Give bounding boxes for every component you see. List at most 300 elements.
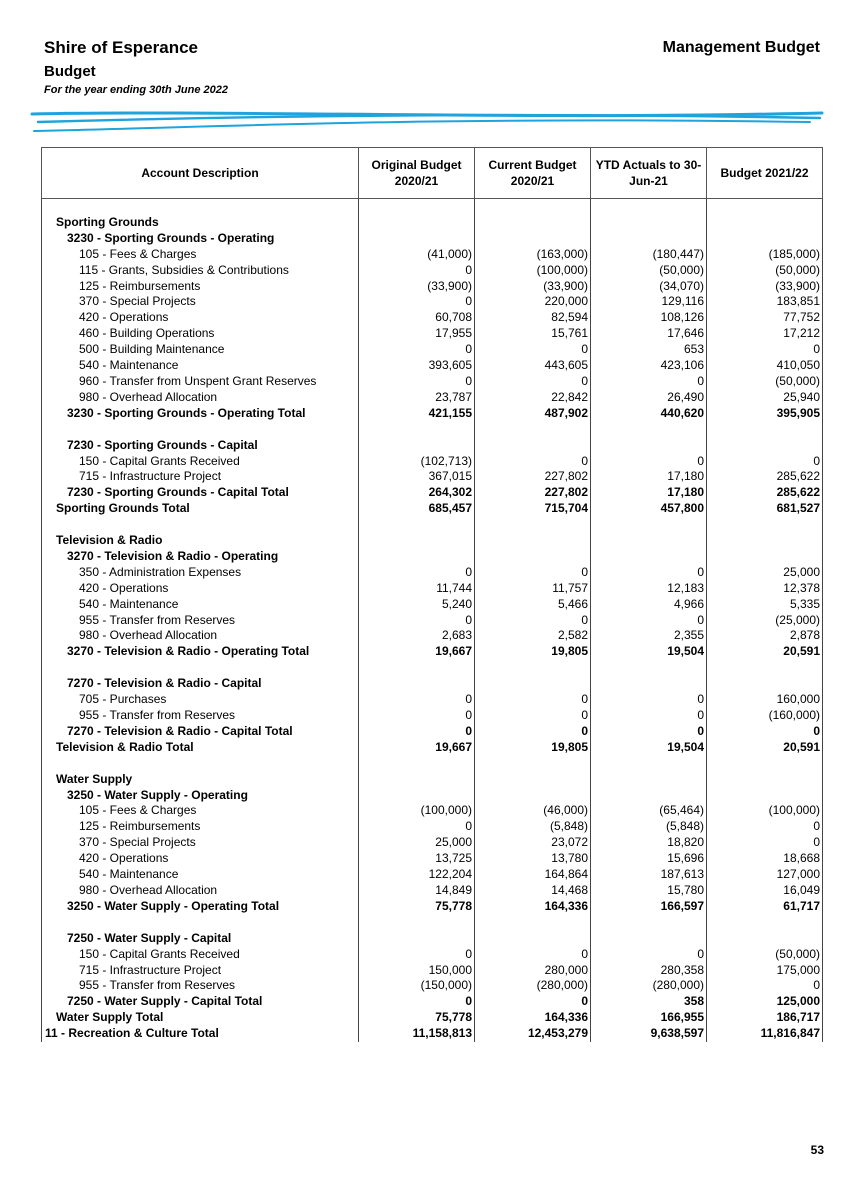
cell-ytd-actuals: 0: [591, 613, 707, 629]
cell-description: [42, 788, 359, 804]
col-header-original-budget: Original Budget 2020/21: [359, 148, 475, 199]
table-row: [42, 947, 823, 963]
col-header-ytd-actuals: YTD Actuals to 30-Jun-21: [591, 148, 707, 199]
cell-description: [42, 1010, 359, 1026]
cell-ytd-actuals: (180,447): [591, 247, 707, 263]
cell-current-budget: 82,594: [475, 310, 591, 326]
cell-budget-2021-22: 0: [707, 978, 823, 994]
cell-budget-2021-22: (33,900): [707, 279, 823, 295]
cell-current-budget: (5,848): [475, 819, 591, 835]
cell-original-budget: 11,158,813: [359, 1026, 475, 1042]
cell-current-budget: 715,704: [475, 501, 591, 517]
cell-original-budget: [359, 199, 475, 215]
table-row: [42, 994, 823, 1010]
cell-ytd-actuals: 12,183: [591, 581, 707, 597]
cell-original-budget: 19,667: [359, 740, 475, 756]
cell-current-budget: 487,902: [475, 406, 591, 422]
row-label: 3230 - Sporting Grounds - Operating: [67, 230, 275, 245]
cell-budget-2021-22: (100,000): [707, 803, 823, 819]
cell-original-budget: (33,900): [359, 279, 475, 295]
table-row: [42, 613, 823, 629]
cell-description: [42, 326, 359, 342]
cell-current-budget: [475, 231, 591, 247]
cell-original-budget: 2,683: [359, 628, 475, 644]
col-header-budget-2021-22: Budget 2021/22: [707, 148, 823, 199]
table-row: [42, 358, 823, 374]
row-label: 150 - Capital Grants Received: [79, 453, 240, 468]
cell-budget-2021-22: (160,000): [707, 708, 823, 724]
cell-current-budget: 19,805: [475, 740, 591, 756]
cell-description: [42, 533, 359, 549]
cell-ytd-actuals: [591, 660, 707, 676]
cell-description: [42, 931, 359, 947]
cell-description: [42, 406, 359, 422]
cell-ytd-actuals: 129,116: [591, 294, 707, 310]
cell-budget-2021-22: 17,212: [707, 326, 823, 342]
cell-original-budget: (100,000): [359, 803, 475, 819]
row-label: Television & Radio: [56, 533, 163, 548]
cell-current-budget: 12,453,279: [475, 1026, 591, 1042]
table-row: [42, 803, 823, 819]
table-row: [42, 708, 823, 724]
cell-current-budget: 0: [475, 708, 591, 724]
cell-current-budget: 0: [475, 342, 591, 358]
cell-current-budget: 164,336: [475, 1010, 591, 1026]
cell-budget-2021-22: [707, 422, 823, 438]
table-row: [42, 374, 823, 390]
cell-budget-2021-22: [707, 772, 823, 788]
cell-current-budget: [475, 756, 591, 772]
cell-original-budget: 0: [359, 342, 475, 358]
cell-ytd-actuals: 166,597: [591, 899, 707, 915]
cell-current-budget: [475, 422, 591, 438]
table-row: [42, 597, 823, 613]
row-label: 980 - Overhead Allocation: [79, 389, 218, 404]
table-row: [42, 772, 823, 788]
cell-original-budget: 421,155: [359, 406, 475, 422]
table-row: [42, 438, 823, 454]
cell-ytd-actuals: 166,955: [591, 1010, 707, 1026]
cell-ytd-actuals: 457,800: [591, 501, 707, 517]
cell-ytd-actuals: 653: [591, 342, 707, 358]
cell-description: [42, 692, 359, 708]
cell-budget-2021-22: 160,000: [707, 692, 823, 708]
cell-original-budget: [359, 231, 475, 247]
cell-original-budget: [359, 788, 475, 804]
cell-budget-2021-22: [707, 549, 823, 565]
row-label: [42, 422, 56, 436]
cell-budget-2021-22: (50,000): [707, 947, 823, 963]
table-row: [42, 263, 823, 279]
cell-ytd-actuals: 0: [591, 724, 707, 740]
cell-current-budget: [475, 772, 591, 788]
cell-original-budget: 13,725: [359, 851, 475, 867]
cell-budget-2021-22: 0: [707, 819, 823, 835]
cell-description: [42, 549, 359, 565]
row-label: 980 - Overhead Allocation: [79, 628, 218, 643]
cell-original-budget: 264,302: [359, 485, 475, 501]
cell-current-budget: [475, 199, 591, 215]
cell-ytd-actuals: 17,646: [591, 326, 707, 342]
cell-description: [42, 756, 359, 772]
cell-budget-2021-22: [707, 660, 823, 676]
cell-original-budget: 0: [359, 263, 475, 279]
cell-current-budget: [475, 215, 591, 231]
cell-ytd-actuals: 0: [591, 947, 707, 963]
cell-ytd-actuals: 0: [591, 565, 707, 581]
cell-original-budget: 5,240: [359, 597, 475, 613]
cell-description: [42, 724, 359, 740]
row-label: 3270 - Television & Radio - Operating: [67, 548, 279, 563]
cell-ytd-actuals: (280,000): [591, 978, 707, 994]
table-row: [42, 899, 823, 915]
cell-current-budget: 22,842: [475, 390, 591, 406]
budget-table: [41, 147, 823, 1042]
cell-description: [42, 772, 359, 788]
cell-budget-2021-22: [707, 517, 823, 533]
cell-original-budget: 0: [359, 294, 475, 310]
cell-description: [42, 1026, 359, 1042]
cell-ytd-actuals: (34,070): [591, 279, 707, 295]
cell-description: [42, 994, 359, 1010]
cell-original-budget: 0: [359, 724, 475, 740]
cell-current-budget: 0: [475, 374, 591, 390]
col-header-account: Account Description: [42, 148, 359, 199]
cell-current-budget: 0: [475, 565, 591, 581]
cell-original-budget: 150,000: [359, 963, 475, 979]
row-label: 7230 - Sporting Grounds - Capital: [67, 437, 258, 452]
cell-current-budget: [475, 660, 591, 676]
cell-current-budget: 227,802: [475, 485, 591, 501]
budget-table-wrapper: [41, 147, 823, 1042]
cell-description: [42, 819, 359, 835]
cell-current-budget: [475, 517, 591, 533]
cell-original-budget: 60,708: [359, 310, 475, 326]
cell-current-budget: 5,466: [475, 597, 591, 613]
table-row: [42, 390, 823, 406]
cell-original-budget: 685,457: [359, 501, 475, 517]
cell-budget-2021-22: 12,378: [707, 581, 823, 597]
col-header-current-budget: Current Budget 2020/21: [475, 148, 591, 199]
cell-original-budget: [359, 676, 475, 692]
cell-description: [42, 899, 359, 915]
row-label: Sporting Grounds: [56, 214, 159, 229]
cell-description: [42, 485, 359, 501]
cell-original-budget: 0: [359, 947, 475, 963]
cell-ytd-actuals: 15,780: [591, 883, 707, 899]
cell-ytd-actuals: 440,620: [591, 406, 707, 422]
cell-current-budget: 0: [475, 947, 591, 963]
cell-ytd-actuals: [591, 533, 707, 549]
table-row: [42, 406, 823, 422]
cell-original-budget: 14,849: [359, 883, 475, 899]
cell-ytd-actuals: [591, 231, 707, 247]
cell-description: [42, 294, 359, 310]
row-label: 955 - Transfer from Reserves: [79, 612, 236, 627]
cell-budget-2021-22: [707, 756, 823, 772]
row-label: [42, 660, 56, 674]
cell-ytd-actuals: [591, 676, 707, 692]
cell-original-budget: 17,955: [359, 326, 475, 342]
cell-original-budget: 0: [359, 692, 475, 708]
cell-description: [42, 597, 359, 613]
cell-original-budget: 367,015: [359, 469, 475, 485]
row-label: Sporting Grounds Total: [56, 501, 190, 516]
cell-description: [42, 978, 359, 994]
table-header-row: [42, 148, 823, 199]
cell-original-budget: 11,744: [359, 581, 475, 597]
cell-current-budget: 280,000: [475, 963, 591, 979]
table-row: [42, 215, 823, 231]
cell-ytd-actuals: 26,490: [591, 390, 707, 406]
cell-original-budget: 75,778: [359, 1010, 475, 1026]
cell-budget-2021-22: 25,940: [707, 390, 823, 406]
cell-budget-2021-22: 0: [707, 454, 823, 470]
cell-budget-2021-22: 25,000: [707, 565, 823, 581]
cell-budget-2021-22: 5,335: [707, 597, 823, 613]
document-type: Management Budget: [662, 39, 820, 56]
cell-ytd-actuals: 187,613: [591, 867, 707, 883]
cell-current-budget: 13,780: [475, 851, 591, 867]
cell-description: [42, 215, 359, 231]
table-row: [42, 676, 823, 692]
cell-description: [42, 803, 359, 819]
cell-budget-2021-22: 20,591: [707, 740, 823, 756]
row-label: 7270 - Television & Radio - Capital: [67, 676, 262, 691]
row-label: [42, 517, 56, 531]
table-row: [42, 835, 823, 851]
cell-original-budget: [359, 533, 475, 549]
cell-description: [42, 851, 359, 867]
cell-ytd-actuals: [591, 517, 707, 533]
spacer-row: [42, 660, 823, 676]
table-row: [42, 294, 823, 310]
cell-original-budget: 23,787: [359, 390, 475, 406]
spacer-row: [42, 422, 823, 438]
cell-description: [42, 581, 359, 597]
cell-budget-2021-22: 681,527: [707, 501, 823, 517]
table-row: [42, 644, 823, 660]
cell-current-budget: 0: [475, 994, 591, 1010]
page-number: 53: [810, 1143, 824, 1157]
table-row: [42, 326, 823, 342]
cell-ytd-actuals: (5,848): [591, 819, 707, 835]
cell-budget-2021-22: [707, 199, 823, 215]
cell-current-budget: 19,805: [475, 644, 591, 660]
cell-description: [42, 915, 359, 931]
cell-original-budget: 0: [359, 374, 475, 390]
table-row: [42, 628, 823, 644]
cell-budget-2021-22: (50,000): [707, 374, 823, 390]
cell-description: [42, 867, 359, 883]
table-row: [42, 978, 823, 994]
cell-original-budget: [359, 756, 475, 772]
row-label: 420 - Operations: [79, 580, 169, 595]
cell-description: [42, 374, 359, 390]
cell-budget-2021-22: 2,878: [707, 628, 823, 644]
table-row: [42, 310, 823, 326]
cell-description: [42, 199, 359, 215]
cell-description: [42, 342, 359, 358]
cell-budget-2021-22: [707, 915, 823, 931]
cell-original-budget: 25,000: [359, 835, 475, 851]
cell-description: [42, 454, 359, 470]
cell-ytd-actuals: [591, 549, 707, 565]
table-row: [42, 533, 823, 549]
row-label: 125 - Reimbursements: [79, 278, 201, 293]
cell-description: [42, 565, 359, 581]
row-label: 370 - Special Projects: [79, 835, 196, 850]
row-label: 960 - Transfer from Unspent Grant Reserves: [79, 373, 317, 388]
cell-budget-2021-22: 285,622: [707, 469, 823, 485]
row-label: [42, 756, 56, 770]
row-label: 460 - Building Operations: [79, 326, 215, 341]
cell-ytd-actuals: (65,464): [591, 803, 707, 819]
row-label: 7250 - Water Supply - Capital Total: [67, 994, 263, 1009]
cell-description: [42, 358, 359, 374]
row-label: 3230 - Sporting Grounds - Operating Total: [67, 405, 306, 420]
cell-original-budget: 0: [359, 613, 475, 629]
row-label: [42, 915, 56, 929]
cell-current-budget: 23,072: [475, 835, 591, 851]
cell-budget-2021-22: 285,622: [707, 485, 823, 501]
row-label: 115 - Grants, Subsidies & Contributions: [79, 262, 289, 277]
cell-budget-2021-22: [707, 931, 823, 947]
cell-budget-2021-22: 0: [707, 835, 823, 851]
table-row: [42, 469, 823, 485]
cell-ytd-actuals: 18,820: [591, 835, 707, 851]
row-label: 540 - Maintenance: [79, 358, 179, 373]
cell-description: [42, 310, 359, 326]
row-label: 11 - Recreation & Culture Total: [45, 1026, 219, 1041]
row-label: 500 - Building Maintenance: [79, 342, 225, 357]
table-row: [42, 931, 823, 947]
cell-budget-2021-22: 18,668: [707, 851, 823, 867]
cell-description: [42, 708, 359, 724]
cell-ytd-actuals: 9,638,597: [591, 1026, 707, 1042]
row-label: 350 - Administration Expenses: [79, 564, 242, 579]
cell-current-budget: (46,000): [475, 803, 591, 819]
cell-original-budget: [359, 215, 475, 231]
row-label: 420 - Operations: [79, 851, 169, 866]
cell-budget-2021-22: 77,752: [707, 310, 823, 326]
table-row: [42, 740, 823, 756]
cell-original-budget: [359, 517, 475, 533]
row-label: 7270 - Television & Radio - Capital Total: [67, 723, 293, 738]
spacer-row: [42, 915, 823, 931]
table-row: [42, 883, 823, 899]
spacer-row: [42, 517, 823, 533]
cell-original-budget: 0: [359, 565, 475, 581]
cell-ytd-actuals: 358: [591, 994, 707, 1010]
cell-ytd-actuals: [591, 788, 707, 804]
cell-ytd-actuals: [591, 931, 707, 947]
table-row: [42, 501, 823, 517]
cell-budget-2021-22: 0: [707, 724, 823, 740]
cell-ytd-actuals: 4,966: [591, 597, 707, 613]
cell-ytd-actuals: [591, 756, 707, 772]
cell-budget-2021-22: 0: [707, 342, 823, 358]
row-label: 3250 - Water Supply - Operating Total: [67, 898, 280, 913]
row-label: 125 - Reimbursements: [79, 819, 201, 834]
table-row: [42, 485, 823, 501]
cell-current-budget: 220,000: [475, 294, 591, 310]
report-period: For the year ending 30th June 2022: [44, 84, 229, 96]
row-label: 105 - Fees & Charges: [79, 246, 197, 261]
cell-current-budget: 443,605: [475, 358, 591, 374]
cell-budget-2021-22: 125,000: [707, 994, 823, 1010]
cell-ytd-actuals: 19,504: [591, 644, 707, 660]
cell-ytd-actuals: 280,358: [591, 963, 707, 979]
cell-description: [42, 676, 359, 692]
cell-ytd-actuals: (50,000): [591, 263, 707, 279]
cell-current-budget: 0: [475, 724, 591, 740]
cell-description: [42, 247, 359, 263]
table-row: [42, 867, 823, 883]
cell-budget-2021-22: 11,816,847: [707, 1026, 823, 1042]
cell-ytd-actuals: 0: [591, 708, 707, 724]
row-label: Television & Radio Total: [56, 739, 194, 754]
table-row: [42, 851, 823, 867]
table-row: [42, 963, 823, 979]
row-label: 420 - Operations: [79, 310, 169, 325]
table-row: [42, 581, 823, 597]
row-label: 705 - Purchases: [79, 692, 167, 707]
brand-swoosh-icon: [30, 108, 825, 138]
cell-original-budget: [359, 772, 475, 788]
row-label: 7230 - Sporting Grounds - Capital Total: [67, 485, 289, 500]
cell-ytd-actuals: [591, 772, 707, 788]
cell-budget-2021-22: 410,050: [707, 358, 823, 374]
table-row: [42, 247, 823, 263]
table-row: [42, 692, 823, 708]
org-name: Shire of Esperance: [44, 38, 199, 57]
cell-ytd-actuals: [591, 422, 707, 438]
cell-ytd-actuals: 19,504: [591, 740, 707, 756]
report-subtitle: Budget: [44, 63, 96, 80]
cell-current-budget: 227,802: [475, 469, 591, 485]
cell-original-budget: [359, 931, 475, 947]
cell-budget-2021-22: 61,717: [707, 899, 823, 915]
spacer-row: [42, 756, 823, 772]
table-row: [42, 454, 823, 470]
cell-current-budget: (100,000): [475, 263, 591, 279]
row-label: [42, 199, 56, 213]
cell-current-budget: [475, 931, 591, 947]
cell-budget-2021-22: [707, 231, 823, 247]
table-row: [42, 549, 823, 565]
cell-current-budget: 0: [475, 692, 591, 708]
cell-original-budget: (150,000): [359, 978, 475, 994]
cell-description: [42, 231, 359, 247]
cell-description: [42, 279, 359, 295]
table-row: [42, 231, 823, 247]
row-label: Water Supply: [56, 771, 133, 786]
row-label: 150 - Capital Grants Received: [79, 946, 240, 961]
table-row: [42, 279, 823, 295]
cell-description: [42, 740, 359, 756]
cell-current-budget: (163,000): [475, 247, 591, 263]
cell-description: [42, 947, 359, 963]
cell-current-budget: 164,336: [475, 899, 591, 915]
cell-description: [42, 390, 359, 406]
cell-original-budget: 0: [359, 994, 475, 1010]
cell-budget-2021-22: (185,000): [707, 247, 823, 263]
cell-original-budget: 0: [359, 819, 475, 835]
cell-ytd-actuals: [591, 438, 707, 454]
cell-original-budget: 0: [359, 708, 475, 724]
cell-ytd-actuals: 2,355: [591, 628, 707, 644]
